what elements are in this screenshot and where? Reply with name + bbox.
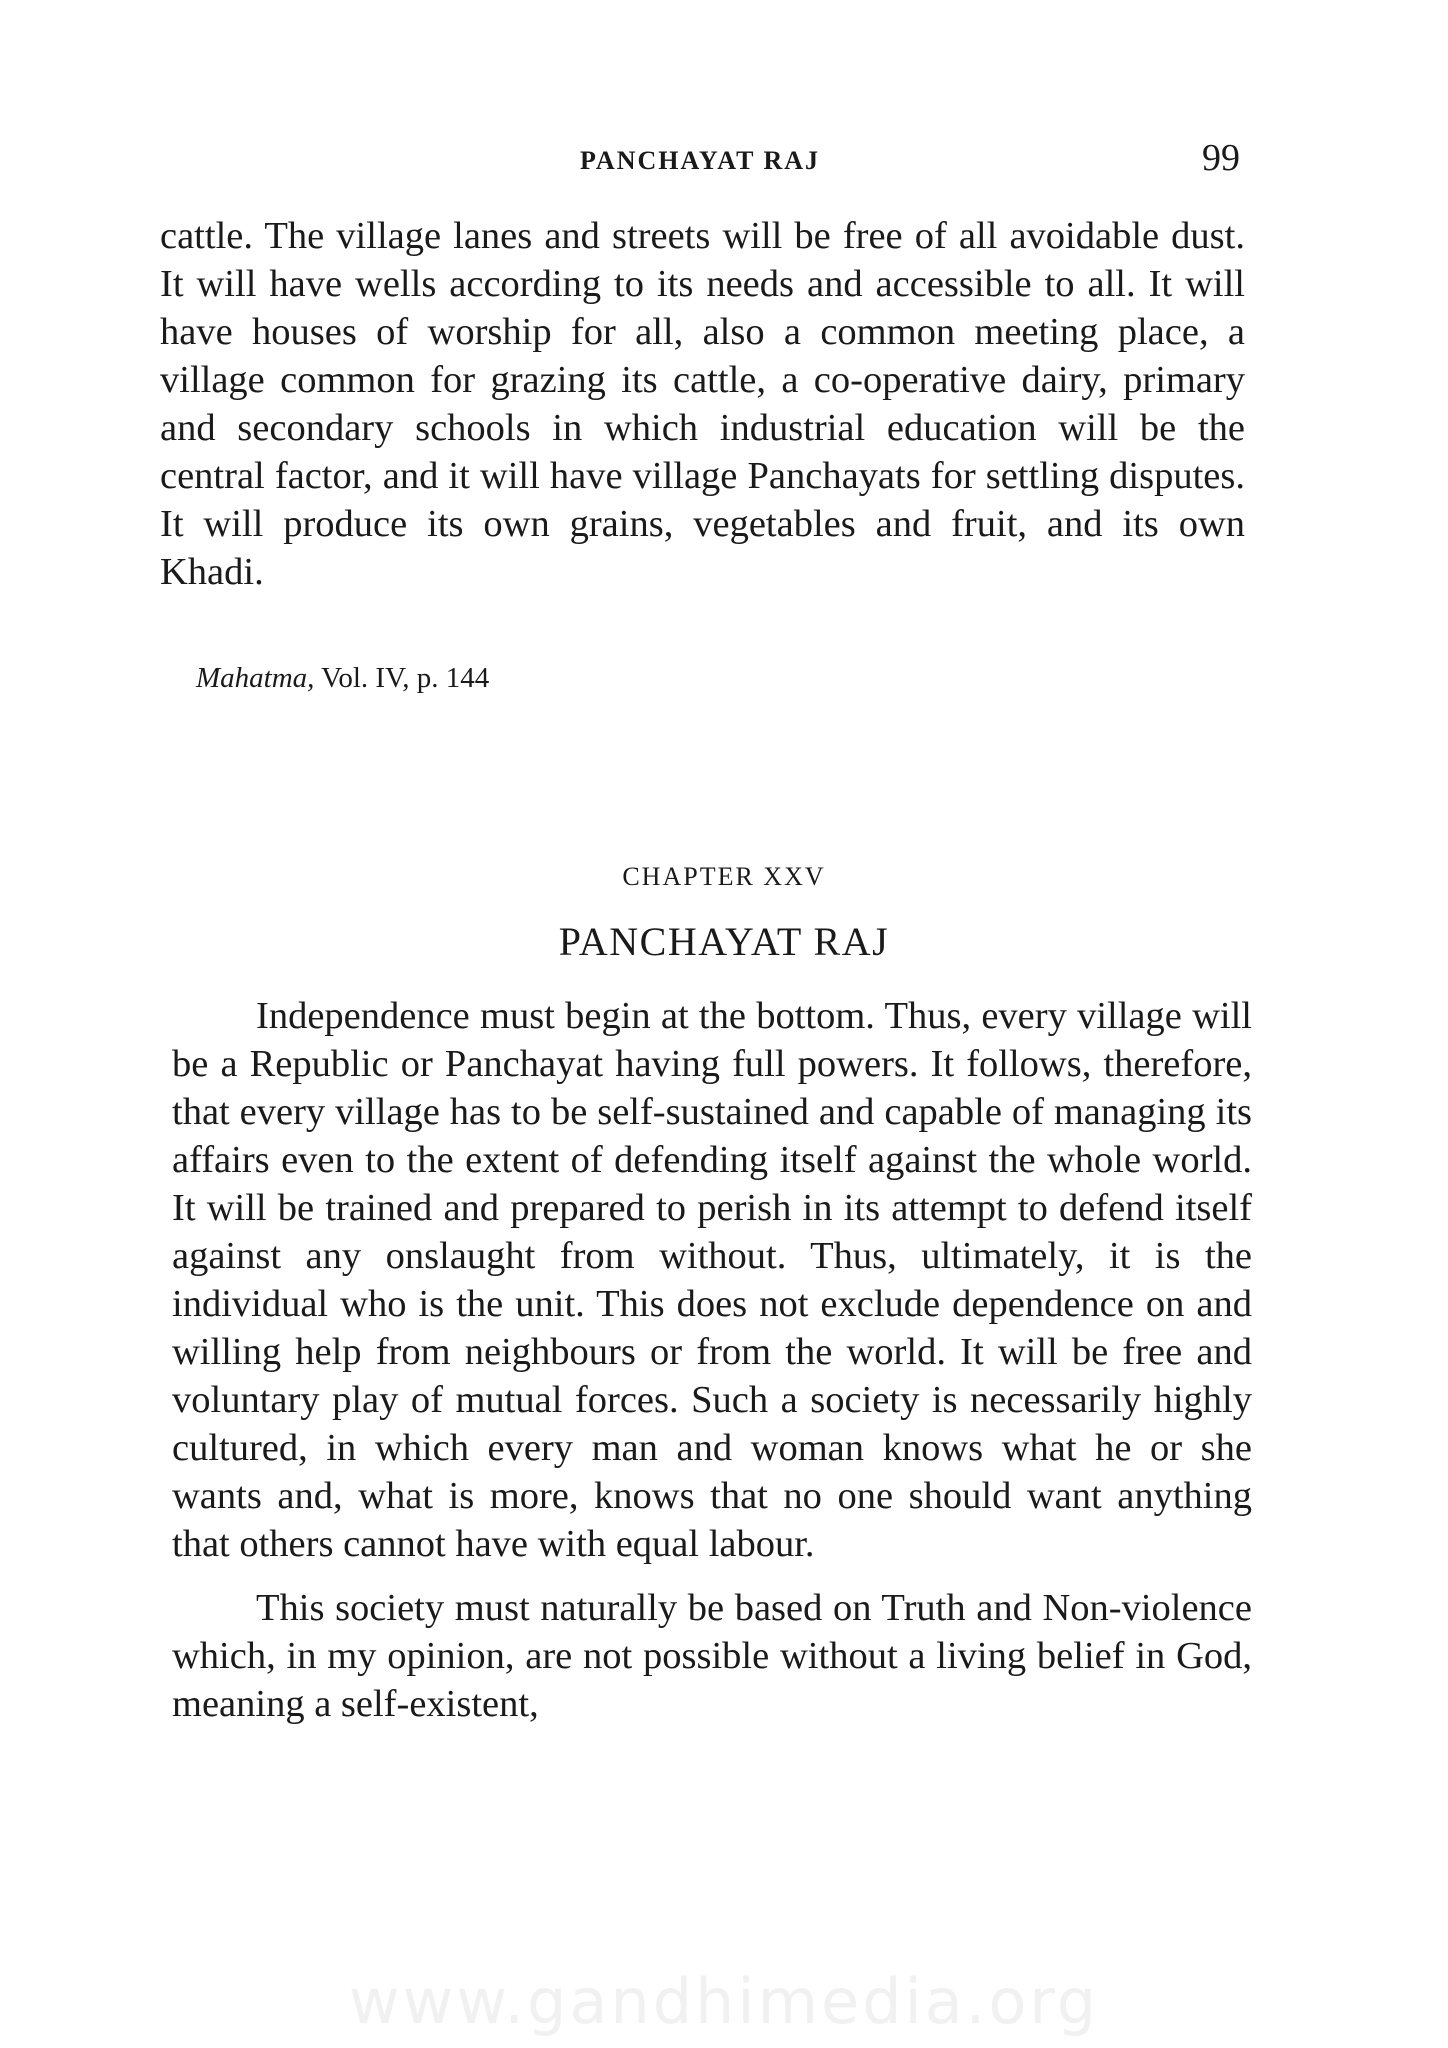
chapter-title: PANCHAYAT RAJ (558, 919, 890, 964)
watermark: www.gandhimedia.org (348, 1965, 1100, 2038)
chapter-body (172, 992, 1252, 1728)
page-number: 99 (1202, 137, 1240, 179)
source-work: Mahatma, (196, 662, 315, 694)
continued-paragraph: cattle. The village lanes and streets will be free of all avoidable dust. It will have wells according to its needs and accessible to all. It will have houses of worship for all, also a common meeting place, a village common for grazing its cattle, a co-operative dairy, primary and secondary schools in which industrial education will be the central factor, and it will have village Panchayats for settling disputes. It will produce its own grains, vegetables and fruit, and its own Khadi. (160, 215, 1245, 593)
chapter-paragraph-2: This society must naturally be based on Truth and Non-violence which, in my opinion, are not possible without a living belief in God, meaning a self-existent, (172, 1587, 1252, 1725)
source-citation (196, 662, 489, 695)
running-title: PANCHAYAT RAJ (579, 146, 821, 175)
chapter-paragraph-1: Independence must begin at the bottom. Thus, every village will be a Republic or Panchayat having full powers. It follows, therefore, that every village has to be self-sustained and capable of managing its affairs even to the extent of defending itself against the whole world. It will be trained and prepared to perish in its attempt to defend itself against any onslaught from without. Thus, ultimately, it is the individual who is the unit. This does not exclude dependence on and willing help from neighbours or from the world. It will be free and voluntary play of mutual forces. Such a society is necessarily highly cultured, in which every man and woman knows what he or she wants and, what is more, knows that no one should want anything that others cannot have with equal labour. (172, 995, 1252, 1565)
continued-passage (160, 212, 1245, 596)
chapter-label: CHAPTER XXV (622, 862, 826, 891)
running-head (160, 136, 1240, 186)
source-reference: Vol. IV, p. 144 (314, 662, 490, 694)
